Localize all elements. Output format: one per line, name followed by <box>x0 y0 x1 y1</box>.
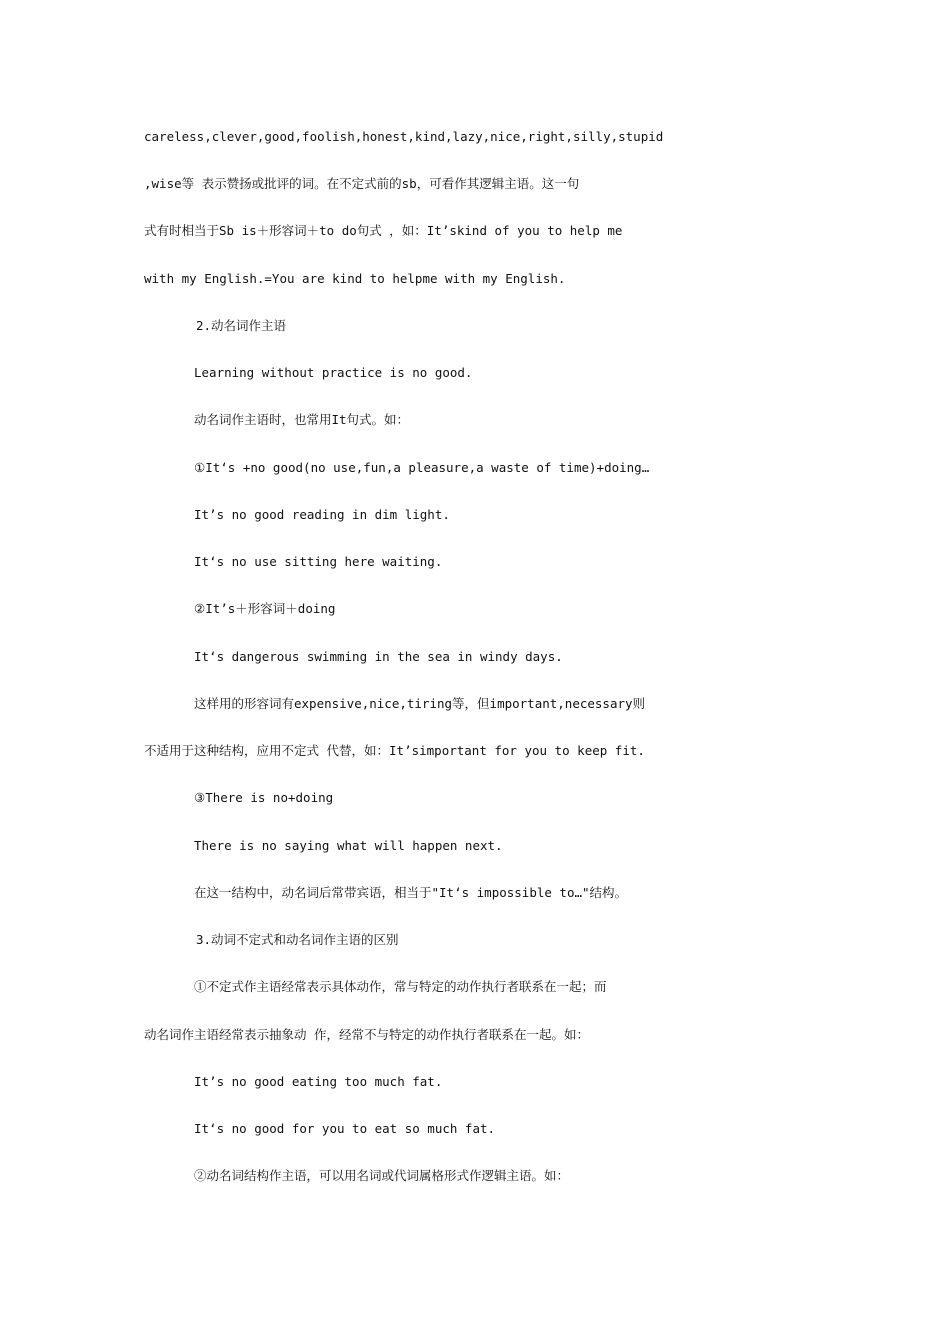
paragraph-line: 动名词作主语经常表示抽象动 作，经常不与特定的动作执行者联系在一起。如： <box>144 1027 590 1042</box>
pattern-line: ②It’s＋形容词＋doing <box>194 601 336 616</box>
pattern-line: ③There is no+doing <box>194 790 334 805</box>
paragraph-line: 不适用于这种结构，应用不定式 代替，如：It’simportant for you to keep fit. <box>144 743 645 758</box>
paragraph-line: ②动名词结构作主语，可以用名词或代词属格形式作逻辑主语。如： <box>194 1168 570 1183</box>
example-sentence: It’s no good eating too much fat. <box>194 1074 443 1089</box>
paragraph-line: 式有时相当于Sb is＋形容词＋to do句式 ，如：It’skind of you to help me <box>144 223 623 238</box>
example-sentence: It’s no good reading in dim light. <box>194 507 450 522</box>
paragraph-line: with my English.=You are kind to helpme with my English. <box>144 271 566 286</box>
example-sentence: It‘s no good for you to eat so much fat. <box>194 1121 496 1136</box>
pattern-line: ①It‘s +no good(no use,fun,a pleasure,a waste of time)+doing… <box>194 460 650 475</box>
paragraph-line: careless,clever,good,foolish,honest,kind,lazy,nice,right,silly,stupid <box>144 129 664 144</box>
example-sentence: It‘s no use sitting here waiting. <box>194 554 443 569</box>
paragraph-line: 这样用的形容词有expensive,nice,tiring等，但important,necessary则 <box>194 696 646 711</box>
section-heading: 2.动名词作主语 <box>196 318 287 333</box>
paragraph-line: 动名词作主语时，也常用It句式。如： <box>194 412 410 427</box>
example-sentence: Learning without practice is no good. <box>194 365 473 380</box>
paragraph-line: ,wise等 表示赞扬或批评的词。在不定式前的sb，可看作其逻辑主语。这一句 <box>144 176 580 191</box>
example-sentence: There is no saying what will happen next. <box>194 838 503 853</box>
paragraph-line: 在这一结构中，动名词后常带宾语，相当于"It‘s impossible to…"结构。 <box>194 885 628 900</box>
example-sentence: It‘s dangerous swimming in the sea in windy days. <box>194 649 563 664</box>
section-heading: 3.动词不定式和动名词作主语的区别 <box>196 932 399 947</box>
paragraph-line: ①不定式作主语经常表示具体动作，常与特定的动作执行者联系在一起；而 <box>194 979 607 994</box>
